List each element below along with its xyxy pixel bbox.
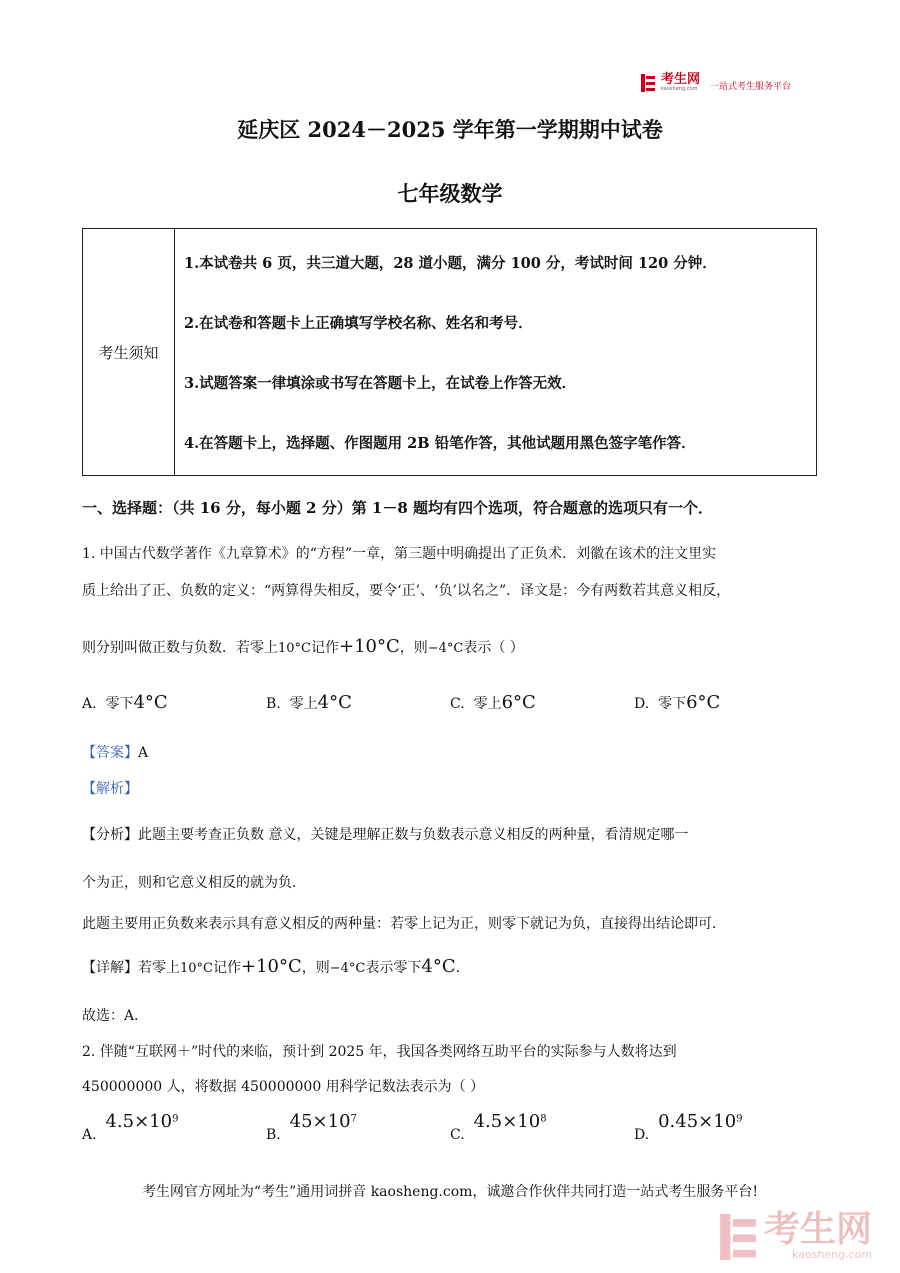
brand-logo	[641, 73, 791, 92]
q1-detail	[82, 956, 470, 977]
math: −4°C	[329, 961, 366, 976]
q2-line: 2. 伴随“互联网＋”时代的来临，预计到 2025 年，我国各类网络互助平台的实际参与人数将达到	[82, 1044, 677, 1060]
q2-option-b	[266, 1111, 357, 1143]
exam-title: 延庆区 2024－2025 学年第一学期期中试卷	[237, 117, 663, 142]
math: 10°C	[180, 961, 213, 976]
q2-option-d	[634, 1111, 743, 1143]
notice-box	[82, 228, 817, 476]
q1-option-a	[82, 692, 168, 713]
answer-value: A	[138, 745, 149, 761]
option-value: 4°C	[317, 692, 352, 713]
text: 表示零下	[365, 960, 422, 976]
watermark-text: 考生网	[764, 1209, 873, 1250]
text: ，则	[399, 640, 428, 656]
math: +10°C	[241, 956, 302, 977]
math: 4°C	[421, 956, 456, 977]
option-text: 零上	[289, 696, 318, 712]
q1-line: 1. 中国古代数学著作《九章算术》的“方程”一章，第三题中明确提出了正负术．刘徽在该术的注文里实	[82, 546, 717, 562]
text: ．	[455, 960, 470, 976]
q1-analysis: 个为正，则和它意义相反的就为负．	[82, 875, 306, 891]
text: 【详解】若零上	[82, 960, 180, 976]
kaosheng-logo-icon	[641, 74, 655, 92]
option-value: 6°C	[501, 692, 536, 713]
option-exponent: 9	[736, 1113, 743, 1125]
q1-analysis-tag: 【解析】	[82, 781, 138, 797]
q1-option-c	[450, 692, 536, 713]
option-exponent: 8	[540, 1113, 547, 1125]
option-value: 45×10	[289, 1111, 351, 1132]
watermark	[718, 1209, 873, 1261]
option-value: 4°C	[133, 692, 168, 713]
text: 表示（ ）	[463, 640, 524, 656]
page-footer: 考生网官方网址为“考生”通用词拼音 kaosheng.com，诚邀合作伙伴共同打造一站式考生服务平台!	[141, 1184, 759, 1200]
text: 记作	[311, 640, 339, 656]
notice-item: 2.在试卷和答题卡上正确填写学校名称、姓名和考号．	[184, 315, 533, 332]
math: 10°C	[278, 641, 311, 656]
exam-subject: 七年级数学	[397, 181, 503, 206]
option-value: 4.5×10	[105, 1111, 173, 1132]
notice-label: 考生须知	[83, 229, 175, 475]
option-exponent: 7	[350, 1113, 357, 1125]
option-value: 6°C	[686, 692, 721, 713]
q2-option-c	[450, 1111, 547, 1143]
q2-line: 450000000 人，将数据 450000000 用科学记数法表示为（ ）	[82, 1079, 485, 1095]
option-letter: A.	[82, 696, 97, 712]
option-letter: C.	[450, 1127, 465, 1143]
text: ，则	[301, 960, 330, 976]
option-letter: A.	[82, 1127, 97, 1143]
q1-answer	[82, 742, 148, 762]
q2-option-a	[82, 1111, 179, 1143]
watermark-domain: kaosheng.com	[791, 1248, 873, 1261]
brand-domain: kaosheng.com	[661, 85, 698, 92]
brand-name: 考生网	[661, 71, 701, 87]
brand-slogan: 一站式考生服务平台	[710, 82, 792, 92]
q1-option-b	[266, 692, 352, 713]
notice-item: 4.在答题卡上，选择题、作图题用 2B 铅笔作答，其他试题用黑色签字笔作答．	[184, 435, 696, 452]
q1-analysis: 此题主要用正负数来表示具有意义相反的两种量：若零上记为正，则零下就记为负，直接得出结论即可．	[82, 916, 726, 932]
option-value: 4.5×10	[473, 1111, 541, 1132]
option-value: 0.45×10	[658, 1111, 737, 1132]
text: 记作	[213, 960, 241, 976]
option-text: 零上	[473, 696, 502, 712]
math: −4°C	[427, 641, 464, 656]
answer-tag: 【答案】	[82, 745, 138, 761]
q1-line	[82, 636, 524, 657]
section-heading: 一、选择题：（共 16 分，每小题 2 分）第 1－8 题均有四个选项，符合题意的选项只有一个．	[82, 499, 714, 517]
notice-item: 1.本试卷共 6 页，共三道大题，28 道小题，满分 100 分，考试时间 120 分钟．	[184, 255, 717, 272]
q1-option-d	[634, 692, 720, 713]
q1-line: 质上给出了正、负数的定义：“两算得失相反，要令‘正’、‘负’以名之”．译文是：今有两数若其意义相反，	[82, 583, 731, 599]
notice-item: 3.试题答案一律填涂或书写在答题卡上，在试卷上作答无效．	[184, 375, 577, 392]
option-letter: D.	[634, 696, 650, 712]
option-letter: B.	[266, 696, 281, 712]
option-letter: C.	[450, 696, 465, 712]
q1-choose: 故选：A．	[82, 1008, 149, 1024]
option-text: 零下	[105, 696, 134, 712]
option-letter: B.	[266, 1127, 281, 1143]
math: +10°C	[339, 636, 400, 657]
text: 则分别叫做正数与负数．若零上	[82, 640, 278, 656]
option-letter: D.	[634, 1127, 650, 1143]
q1-analysis: 【分析】此题主要考查正负数 意义，关键是理解正数与负数表示意义相反的两种量，看清规定哪一	[82, 827, 689, 843]
option-text: 零下	[658, 696, 687, 712]
watermark-logo-icon	[718, 1214, 758, 1260]
option-exponent: 9	[172, 1113, 179, 1125]
